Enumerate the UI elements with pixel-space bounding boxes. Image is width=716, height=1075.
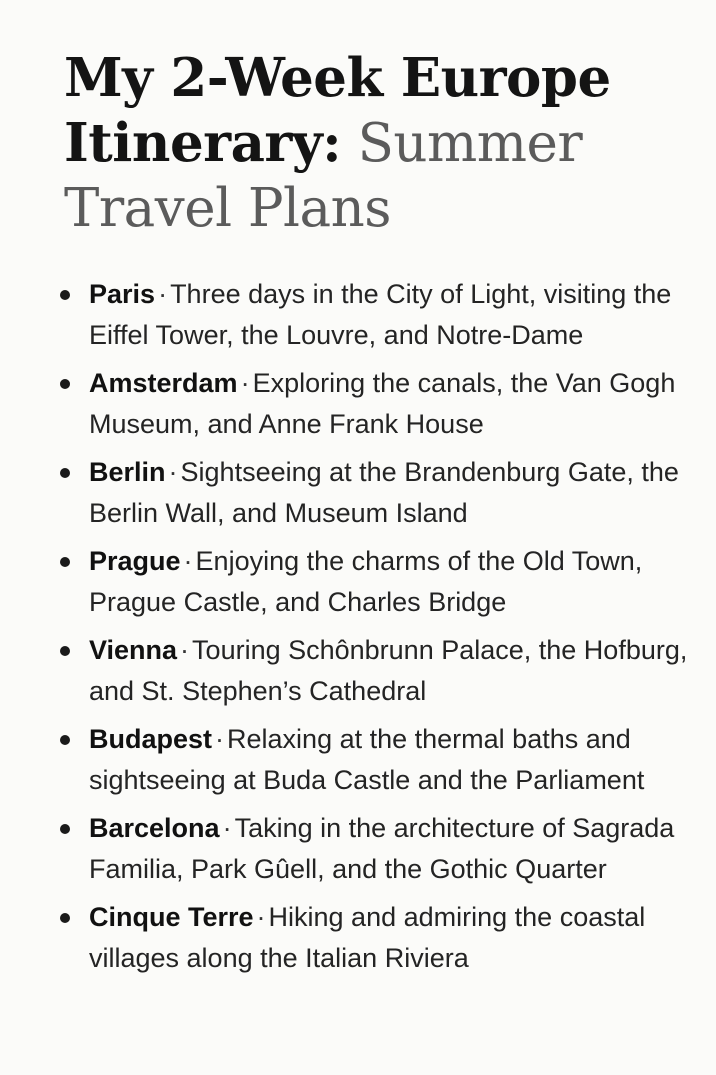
city-description: Taking in the architecture of Sagrada Familia, Park Gûell, and the Gothic Quarter bbox=[89, 813, 675, 884]
city-description: Touring Schônbrunn Palace, the Hofburg, and St. Stephen’s Cathedral bbox=[89, 635, 688, 706]
separator: · bbox=[168, 457, 178, 487]
bullet-icon bbox=[60, 557, 70, 567]
city-description: Enjoying the charms of the Old Town, Prague Castle, and Charles Bridge bbox=[89, 546, 643, 617]
page-title bbox=[64, 46, 694, 241]
city-description: Relaxing at the thermal baths and sightseeing at Buda Castle and the Parliament bbox=[89, 724, 645, 795]
separator: · bbox=[222, 813, 232, 843]
separator: · bbox=[158, 279, 168, 309]
list-item-budapest bbox=[58, 719, 698, 801]
separator: · bbox=[180, 635, 190, 665]
bullet-icon bbox=[60, 379, 70, 389]
separator: · bbox=[215, 724, 225, 754]
separator: · bbox=[240, 368, 250, 398]
city-description: Hiking and admiring the coastal villages along the Italian Riviera bbox=[89, 902, 646, 973]
list-item-cinque-terre bbox=[58, 897, 698, 979]
city-name: Prague bbox=[89, 546, 181, 576]
bullet-icon bbox=[60, 468, 70, 478]
bullet-icon bbox=[60, 824, 70, 834]
list-item-barcelona bbox=[58, 808, 698, 890]
list-item-prague bbox=[58, 541, 698, 623]
separator: · bbox=[256, 902, 266, 932]
city-name: Cinque Terre bbox=[89, 902, 254, 932]
separator: · bbox=[183, 546, 193, 576]
city-name: Berlin bbox=[89, 457, 166, 487]
city-description: Sightseeing at the Brandenburg Gate, the Berlin Wall, and Museum Island bbox=[89, 457, 679, 528]
city-description: Three days in the City of Light, visiting the Eiffel Tower, the Louvre, and Notre-Dame bbox=[89, 279, 672, 350]
bullet-icon bbox=[60, 735, 70, 745]
title-light-part: Summer Travel Plans bbox=[64, 113, 583, 239]
city-name: Paris bbox=[89, 279, 156, 309]
list-item-berlin bbox=[58, 452, 698, 534]
bullet-icon bbox=[60, 913, 70, 923]
list-item-amsterdam bbox=[58, 363, 698, 445]
itinerary-list bbox=[58, 274, 698, 986]
list-item-vienna bbox=[58, 630, 698, 712]
list-item-paris bbox=[58, 274, 698, 356]
title-bold-part: My 2-Week Europe Itinerary: bbox=[64, 47, 611, 174]
bullet-icon bbox=[60, 290, 70, 300]
city-name: Vienna bbox=[89, 635, 178, 665]
city-name: Budapest bbox=[89, 724, 213, 754]
city-description: Exploring the canals, the Van Gogh Museum, and Anne Frank House bbox=[89, 368, 676, 439]
city-name: Barcelona bbox=[89, 813, 220, 843]
city-name: Amsterdam bbox=[89, 368, 238, 398]
bullet-icon bbox=[60, 646, 70, 656]
